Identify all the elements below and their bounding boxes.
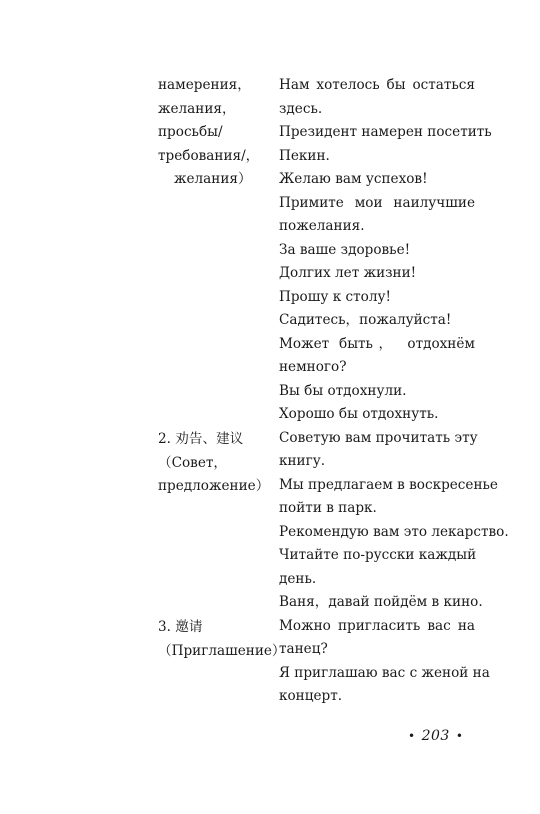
- category-line: требования/，: [158, 147, 260, 164]
- category-line: （Приглашение）: [158, 642, 286, 659]
- category-line: желания，: [158, 100, 236, 117]
- example-line: Мы предлагаем в воскресенье: [279, 476, 498, 493]
- category-group-invitation: [158, 616, 286, 663]
- example-line: Примите мои наилучшие: [279, 194, 475, 211]
- example-line: Я приглашаю вас с женой на: [279, 664, 490, 681]
- example-sentence: [279, 521, 509, 545]
- example-line: Прошу к столу!: [279, 288, 391, 305]
- page-number: [402, 728, 469, 744]
- example-line: Рекомендую вам это лекарство.: [279, 523, 509, 540]
- example-line: Читайте по-русски каждый: [279, 547, 477, 563]
- page-dot-left: •: [408, 729, 416, 743]
- page-number-value: 203: [421, 728, 450, 744]
- example-sentence: [279, 121, 492, 168]
- example-sentence: [279, 427, 478, 474]
- category-line: （Совет，: [158, 454, 227, 471]
- example-line: танец?: [279, 641, 328, 657]
- example-line: день.: [279, 570, 317, 587]
- example-sentence: [279, 309, 475, 333]
- example-sentence: [279, 168, 475, 192]
- example-sentence: [279, 286, 475, 310]
- example-line: концерт.: [279, 688, 343, 704]
- category-group-advice: [158, 428, 273, 499]
- example-sentence: [279, 239, 475, 263]
- example-line: Желаю вам успехов!: [279, 171, 428, 187]
- category-line: просьбы/: [158, 124, 223, 140]
- examples-column: [279, 74, 509, 709]
- category-line: желания）: [174, 171, 252, 187]
- category-line: предложение）: [158, 478, 270, 494]
- example-line: Нам хотелось бы остаться: [279, 77, 475, 93]
- page-dot-right: •: [455, 729, 464, 743]
- example-line: Садитесь，пожалуйста!: [279, 312, 452, 328]
- example-sentence: [279, 474, 498, 521]
- example-line: Ваня，давай пойдём в кино.: [279, 594, 483, 610]
- example-line: Можно пригласить вас на: [279, 617, 475, 634]
- example-line: Пекин.: [279, 147, 330, 164]
- example-line: здесь.: [279, 100, 323, 117]
- example-line: немного?: [279, 359, 347, 375]
- category-column: [158, 74, 273, 192]
- example-sentence: [279, 380, 475, 404]
- category-line: намерения，: [158, 77, 251, 93]
- example-line: Президент намерен посетить: [279, 124, 492, 140]
- example-sentence: [279, 591, 483, 615]
- example-line: Долгих лет жизни!: [279, 265, 417, 281]
- example-sentence: [279, 662, 490, 709]
- example-sentence: [279, 192, 475, 239]
- category-heading: 3. 邀请: [158, 619, 203, 635]
- example-sentence: [279, 544, 475, 591]
- example-sentence: [279, 74, 475, 121]
- example-line: пойти в парк.: [279, 500, 377, 516]
- example-line: книгу.: [279, 453, 326, 469]
- category-group-requests: [158, 74, 273, 192]
- category-heading: 2. 劝告、建议: [158, 431, 244, 447]
- example-line: Хорошо бы отдохнуть.: [279, 406, 439, 422]
- example-sentence: [279, 403, 475, 427]
- example-line: Вы бы отдохнули.: [279, 382, 407, 399]
- example-line: Советую вам прочитать эту: [279, 429, 478, 446]
- example-line: пожелания.: [279, 218, 365, 234]
- example-line: За ваше здоровье!: [279, 241, 411, 258]
- example-line: Может быть， отдохнём: [279, 335, 475, 352]
- example-sentence: [279, 333, 475, 380]
- example-sentence: [279, 615, 475, 662]
- example-sentence: [279, 262, 475, 286]
